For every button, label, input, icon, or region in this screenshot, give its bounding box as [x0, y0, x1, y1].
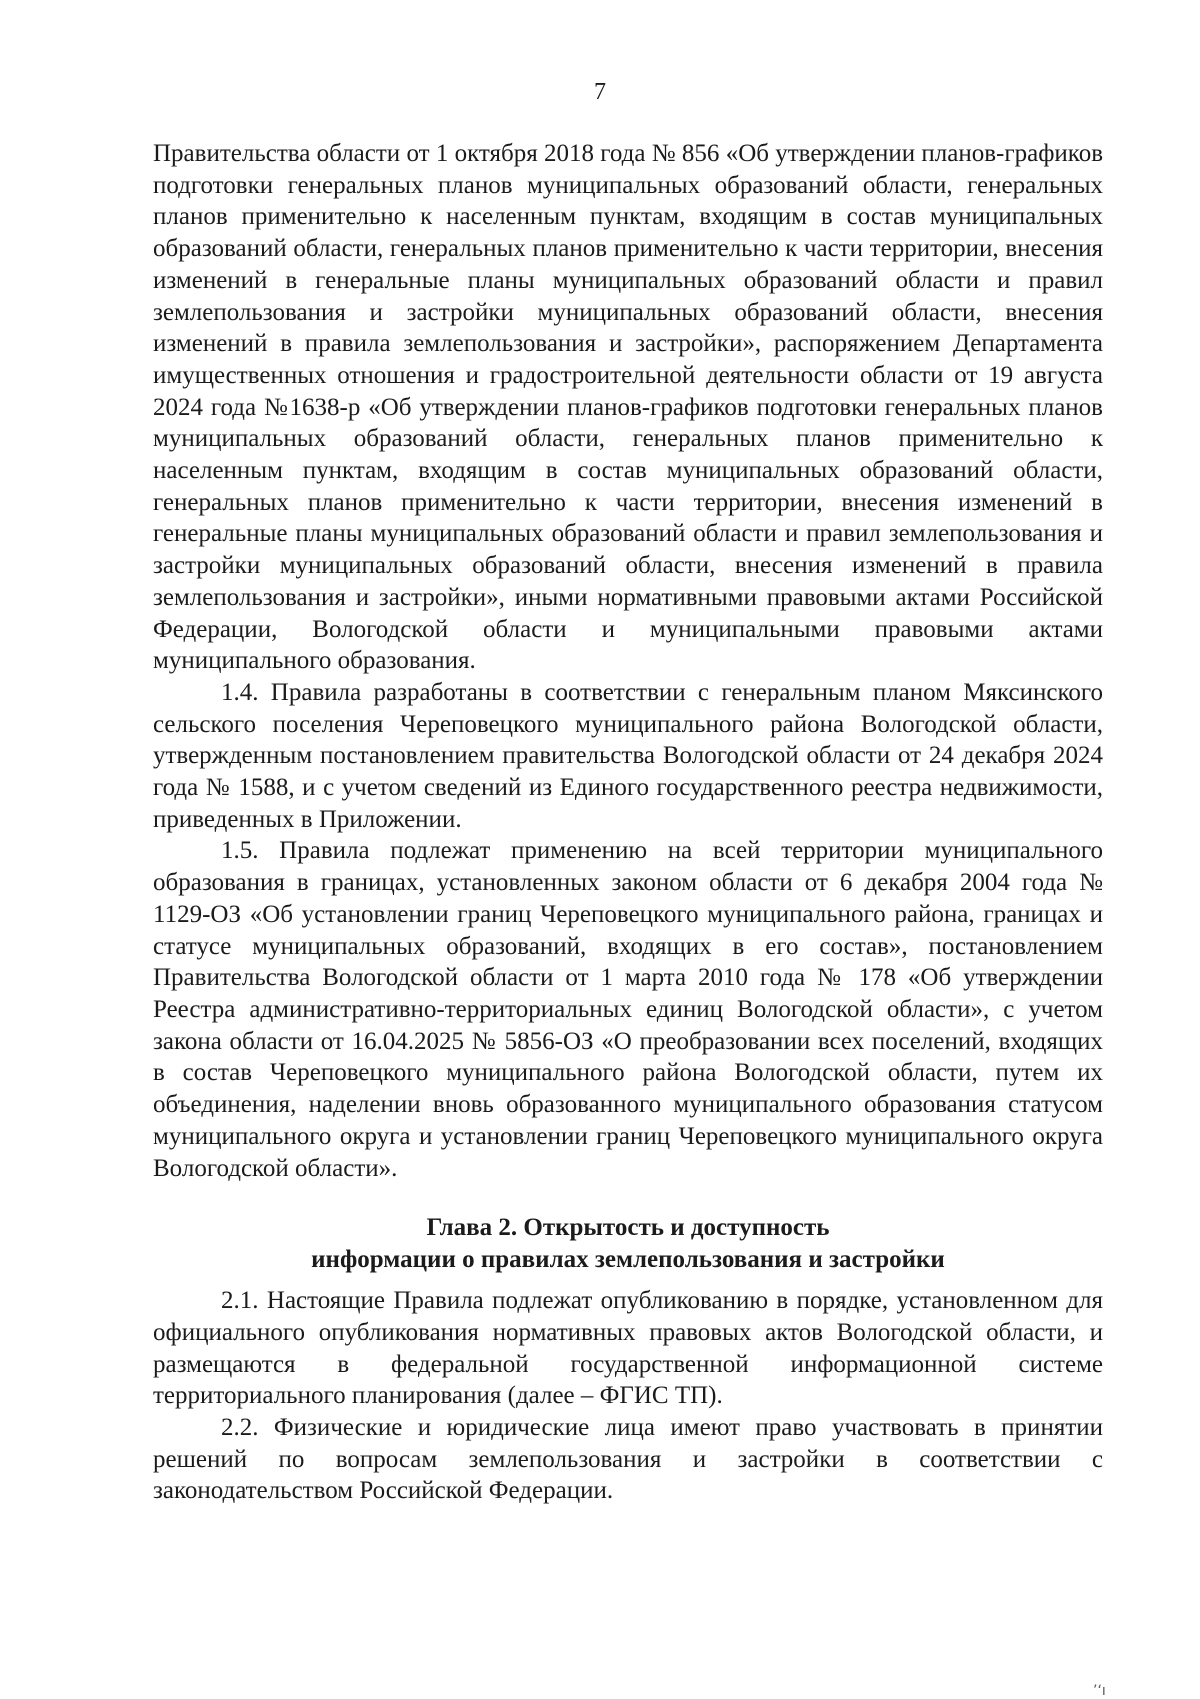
document-body	[153, 138, 1103, 1507]
paragraph-1-4: 1.4. Правила разработаны в соответствии с генеральным планом Мяксинского сельского поселения Череповецкого муниципального района Вологодской области, утвержденным постановлением правительства Вологодской области от 24 декабря 2024 года № 1588, и с учетом сведений из Единого государственного реестра недвижимости, приведенных в Приложении.	[153, 678, 1103, 833]
chapter-heading	[153, 1212, 1103, 1276]
chapter-title-line-1: Глава 2. Открытость и доступность	[426, 1214, 830, 1242]
paragraph-2-1: 2.1. Настоящие Правила подлежат опубликованию в порядке, установленном для официального опубликования нормативных правовых актов Вологодской области, и размещаются в федеральной государственной информационной системе территориального планирования (далее – ФГИС ТП).	[153, 1287, 1103, 1410]
paragraph-1-5: 1.5. Правила подлежат применению на всей территории муниципального образования в границах, установленных законом области от 6 декабря 2004 года № 1129-ОЗ «Об установлении границ Череповецкого муниципального района, границах и статусе муниципальных образований, входящих в его состав», постановлением Правительства Вологодской области от 1 марта 2010 года № 178 «Об утверждении Реестра административно-территориальных единиц Вологодской области», с учетом закона области от 16.04.2025 № 5856-ОЗ «О преобразовании всех поселений, входящих в состав Череповецкого муниципального района Вологодской области, путем их объединения, наделении вновь образованного муниципального образования статусом муниципального округа и установлении границ Череповецкого муниципального округа Вологодской области».	[153, 837, 1103, 1182]
scan-artifact-mark: ’‘ı	[1093, 1683, 1106, 1699]
paragraph-continuation: Правительства области от 1 октября 2018 года № 856 «Об утверждении планов-графиков подготовки генеральных планов муниципальных образований области, генеральных планов применительно к населенным пунктам, входящим в состав муниципальных образований области, генеральных планов применительно к части территории, внесения изменений в генеральные планы муниципальных образований области и правил землепользования и застройки муниципальных образований области, внесения изменений в правила землепользования и застройки», распоряжением Департамента имущественных отношения и градостроительной деятельности области от 19 августа 2024 года №1638-р «Об утверждении планов-графиков подготовки генеральных планов муниципальных образований области, генеральных планов применительно к населенным пунктам, входящим в состав муниципальных образований области, генеральных планов применительно к части территории, внесения изменений в генеральные планы муниципальных образований области и правил землепользования и застройки муниципальных образований области, внесения изменений в правила землепользования и застройки», иными нормативными правовыми актами Российской Федерации, Вологодской области и муниципальными правовыми актами муниципального образования.	[153, 140, 1103, 675]
page-number: 7	[594, 79, 606, 105]
chapter-title-line-2: информации о правилах землепользования и застройки	[311, 1246, 945, 1274]
paragraph-2-2: 2.2. Физические и юридические лица имеют право участвовать в принятии решений по вопросам землепользования и застройки в соответствии с законодательством Российской Федерации.	[153, 1414, 1103, 1505]
